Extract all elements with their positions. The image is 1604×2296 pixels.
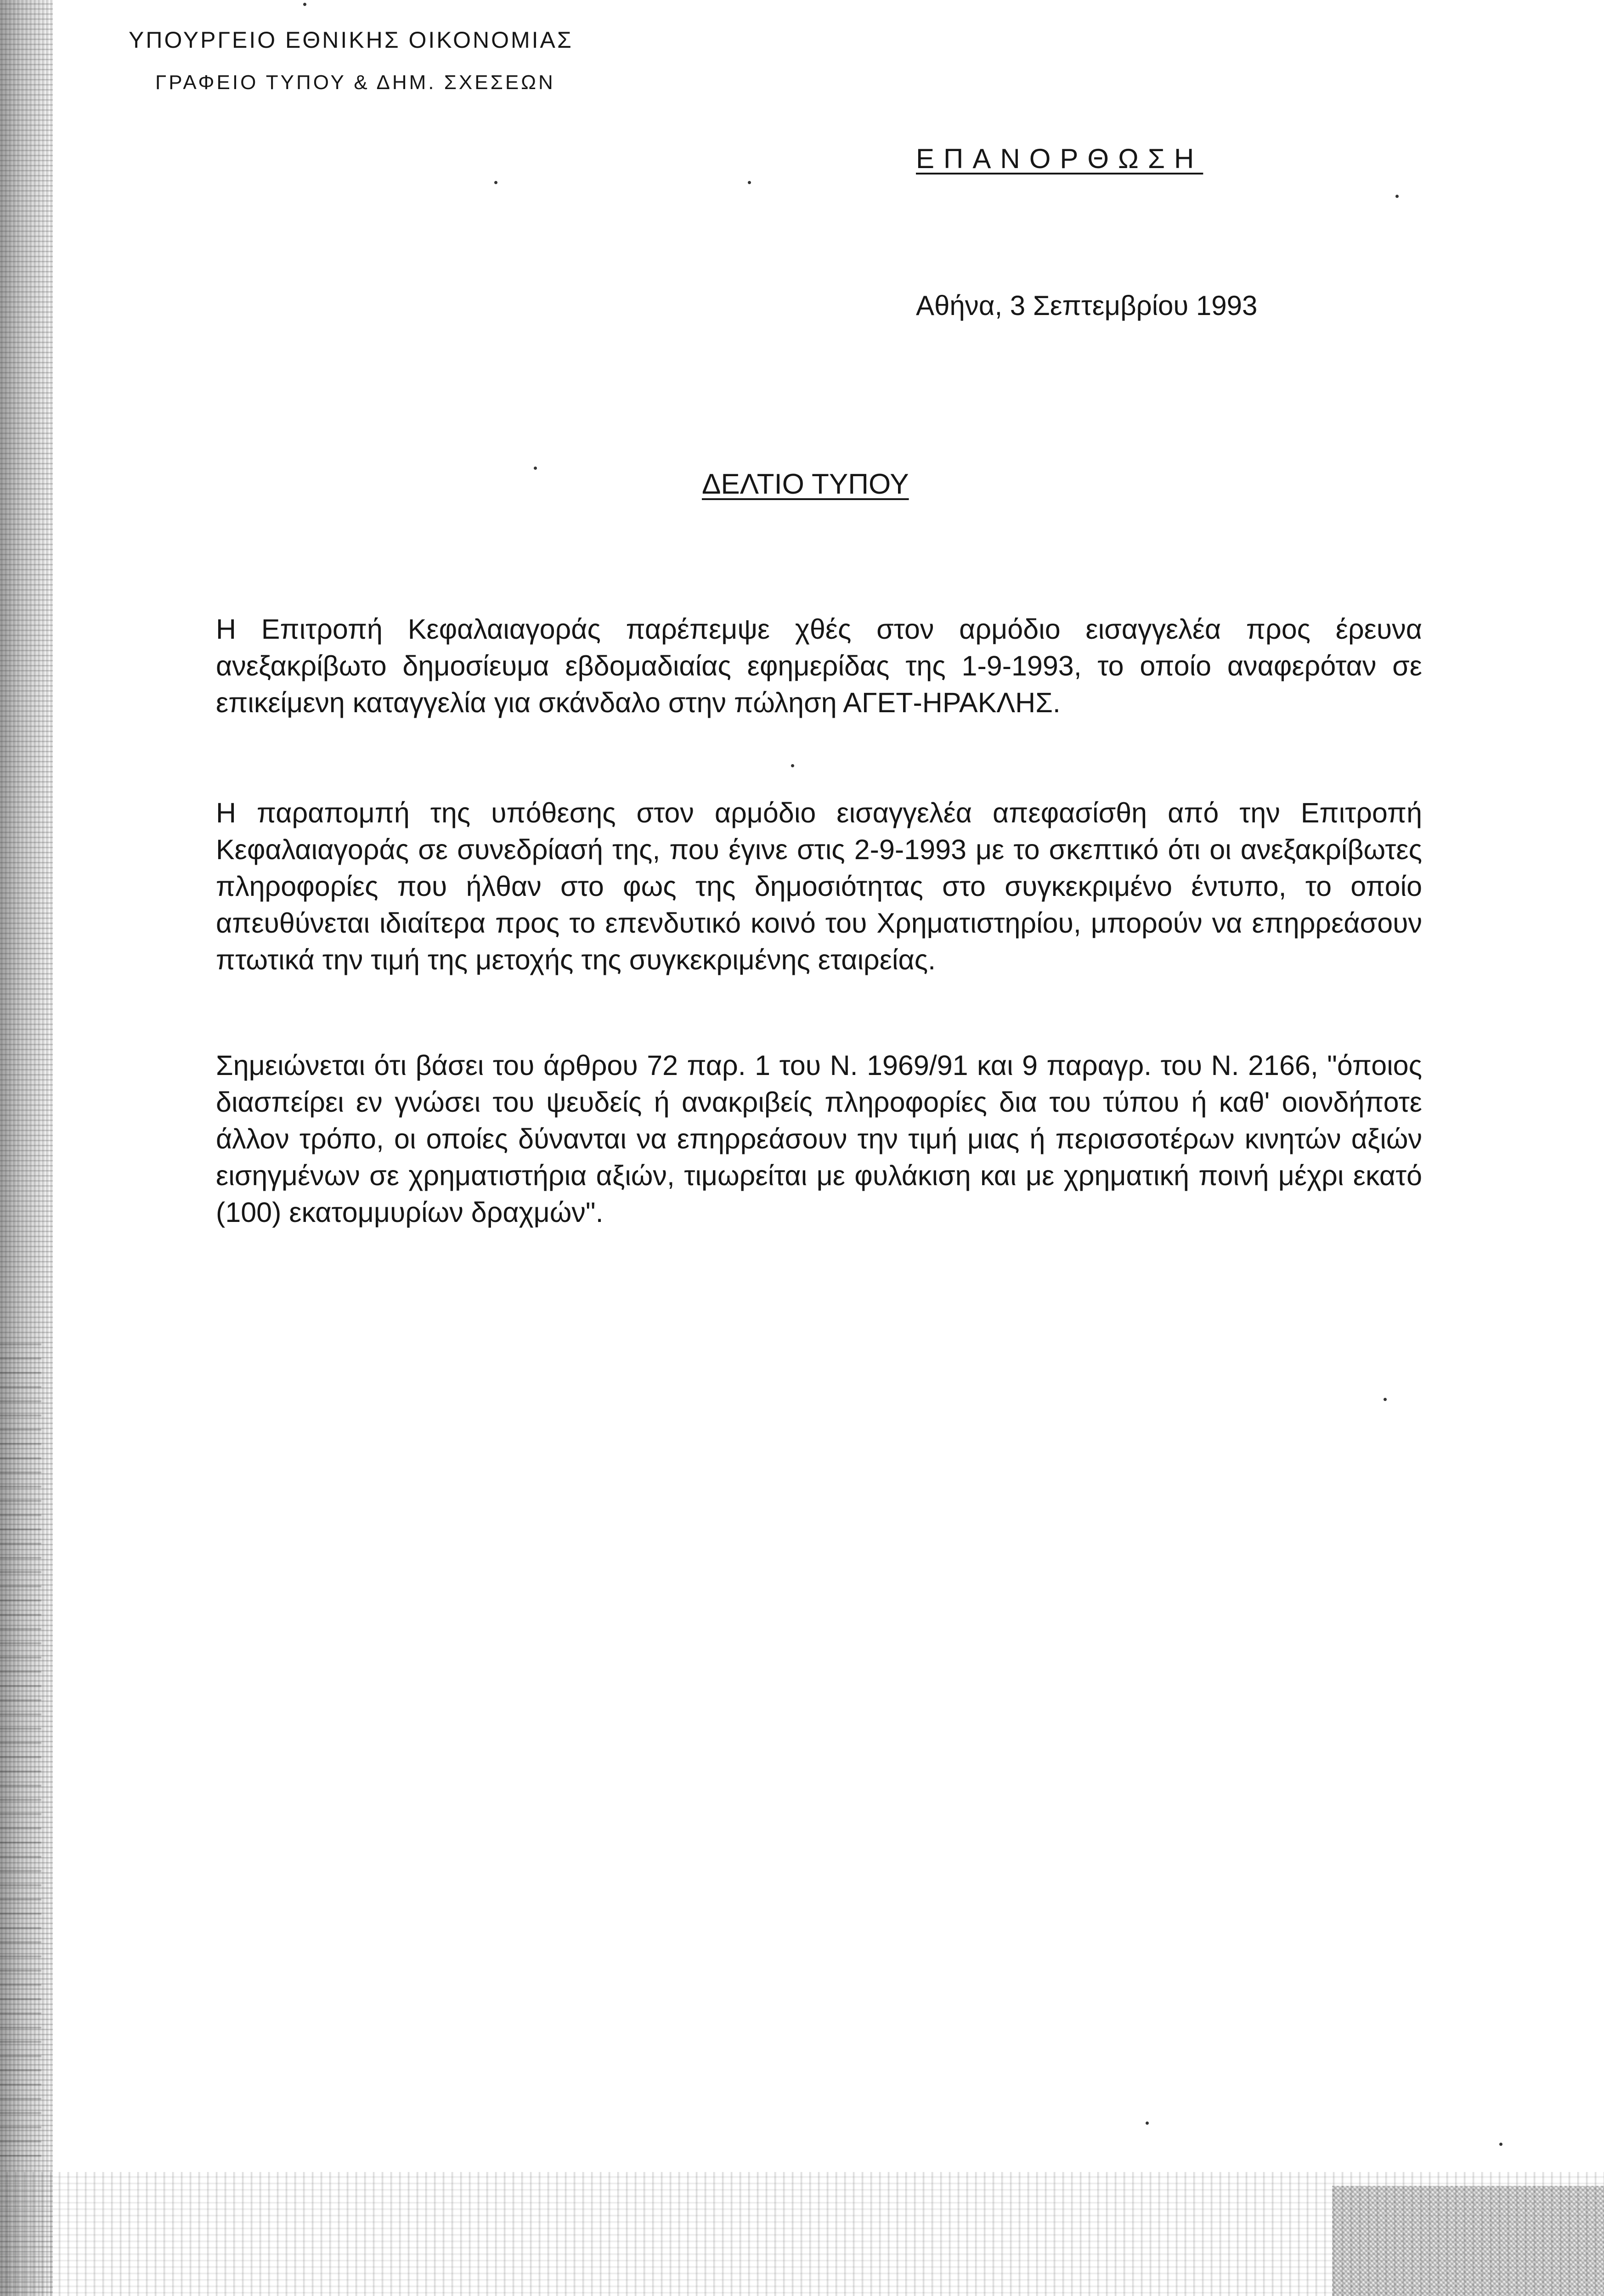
correction-label: ΕΠΑΝΟΡΘΩΣΗ bbox=[916, 143, 1203, 174]
scan-speck bbox=[303, 3, 306, 6]
scan-speck bbox=[1384, 1398, 1387, 1401]
scan-speck bbox=[1499, 2143, 1502, 2146]
paragraph-2-block bbox=[216, 794, 1422, 978]
paragraph-1-block bbox=[216, 611, 1422, 721]
scan-speck bbox=[1395, 195, 1399, 198]
scan-speck bbox=[494, 181, 497, 184]
paragraph: Σημειώνεται ότι βάσει του άρθρου 72 παρ. 1 του Ν. 1969/91 και 9 παραγρ. του Ν. 2166, "όποιος διασπείρει εν γνώσει του ψευδείς ή ανακριβείς πληροφορίες δια του τύπου ή καθ' οιονδήποτε άλλον τρόπο, οι οποίες δύνανται να επηρρεάσουν την τιμή μιας ή περισσοτέρων κινητών αξιών εισηγμένων σε χρηματιστήρια αξιών, τιμωρείται με φυλάκιση και με χρηματική ποινή μέχρι εκατό (100) εκατομμυρίων δραχμών". bbox=[216, 1050, 1422, 1228]
scan-speck bbox=[534, 467, 537, 470]
scan-speck bbox=[1146, 2122, 1149, 2125]
scan-noise-left-lower bbox=[0, 1332, 41, 2158]
ministry-name: ΥΠΟΥΡΓΕΙΟ ΕΘΝΙΚΗΣ ΟΙΚΟΝΟΜΙΑΣ bbox=[129, 27, 573, 53]
dateline: Αθήνα, 3 Σεπτεμβρίου 1993 bbox=[916, 290, 1258, 321]
scan-speck bbox=[791, 764, 794, 767]
press-release-title: ΔΕΛΤΙΟ ΤΥΠΟΥ bbox=[702, 468, 909, 500]
scan-noise-bottom-right bbox=[1332, 2186, 1604, 2296]
paragraph: Η παραπομπή της υπόθεσης στον αρμόδιο εισαγγελέα απεφασίσθη από την Επιτροπή Κεφαλαιαγοράς σε συνεδρίασή της, που έγινε στις 2-9-1993 με το σκεπτικό ότι οι ανεξακρίβωτες πληροφορίες που ήλθαν στο φως της δημοσιότητας στο συγκεκριμένο έντυπο, το οποίο απευθύνεται ιδιαίτερα προς το επενδυτικό κοινό του Χρηματιστηρίου, μπορούν να επηρρεάσουν πτωτικά την τιμή της μετοχής της συγκεκριμένης εταιρείας. bbox=[216, 797, 1422, 975]
scan-speck bbox=[748, 181, 751, 184]
paragraph: Η Επιτροπή Κεφαλαιαγοράς παρέπεμψε χθές στον αρμόδιο εισαγγελέα προς έρευνα ανεξακρίβωτο δημοσίευμα εβδομαδιαίας εφημερίδας της 1-9-1993, το οποίο αναφερόταν σε επικείμενη καταγγελία για σκάνδαλο στην πώληση ΑΓΕΤ-ΗΡΑΚΛΗΣ. bbox=[216, 613, 1422, 718]
paragraph-3-block bbox=[216, 1047, 1422, 1231]
press-office-name: ΓΡΑΦΕΙΟ ΤΥΠΟΥ & ΔΗΜ. ΣΧΕΣΕΩΝ bbox=[155, 71, 555, 94]
